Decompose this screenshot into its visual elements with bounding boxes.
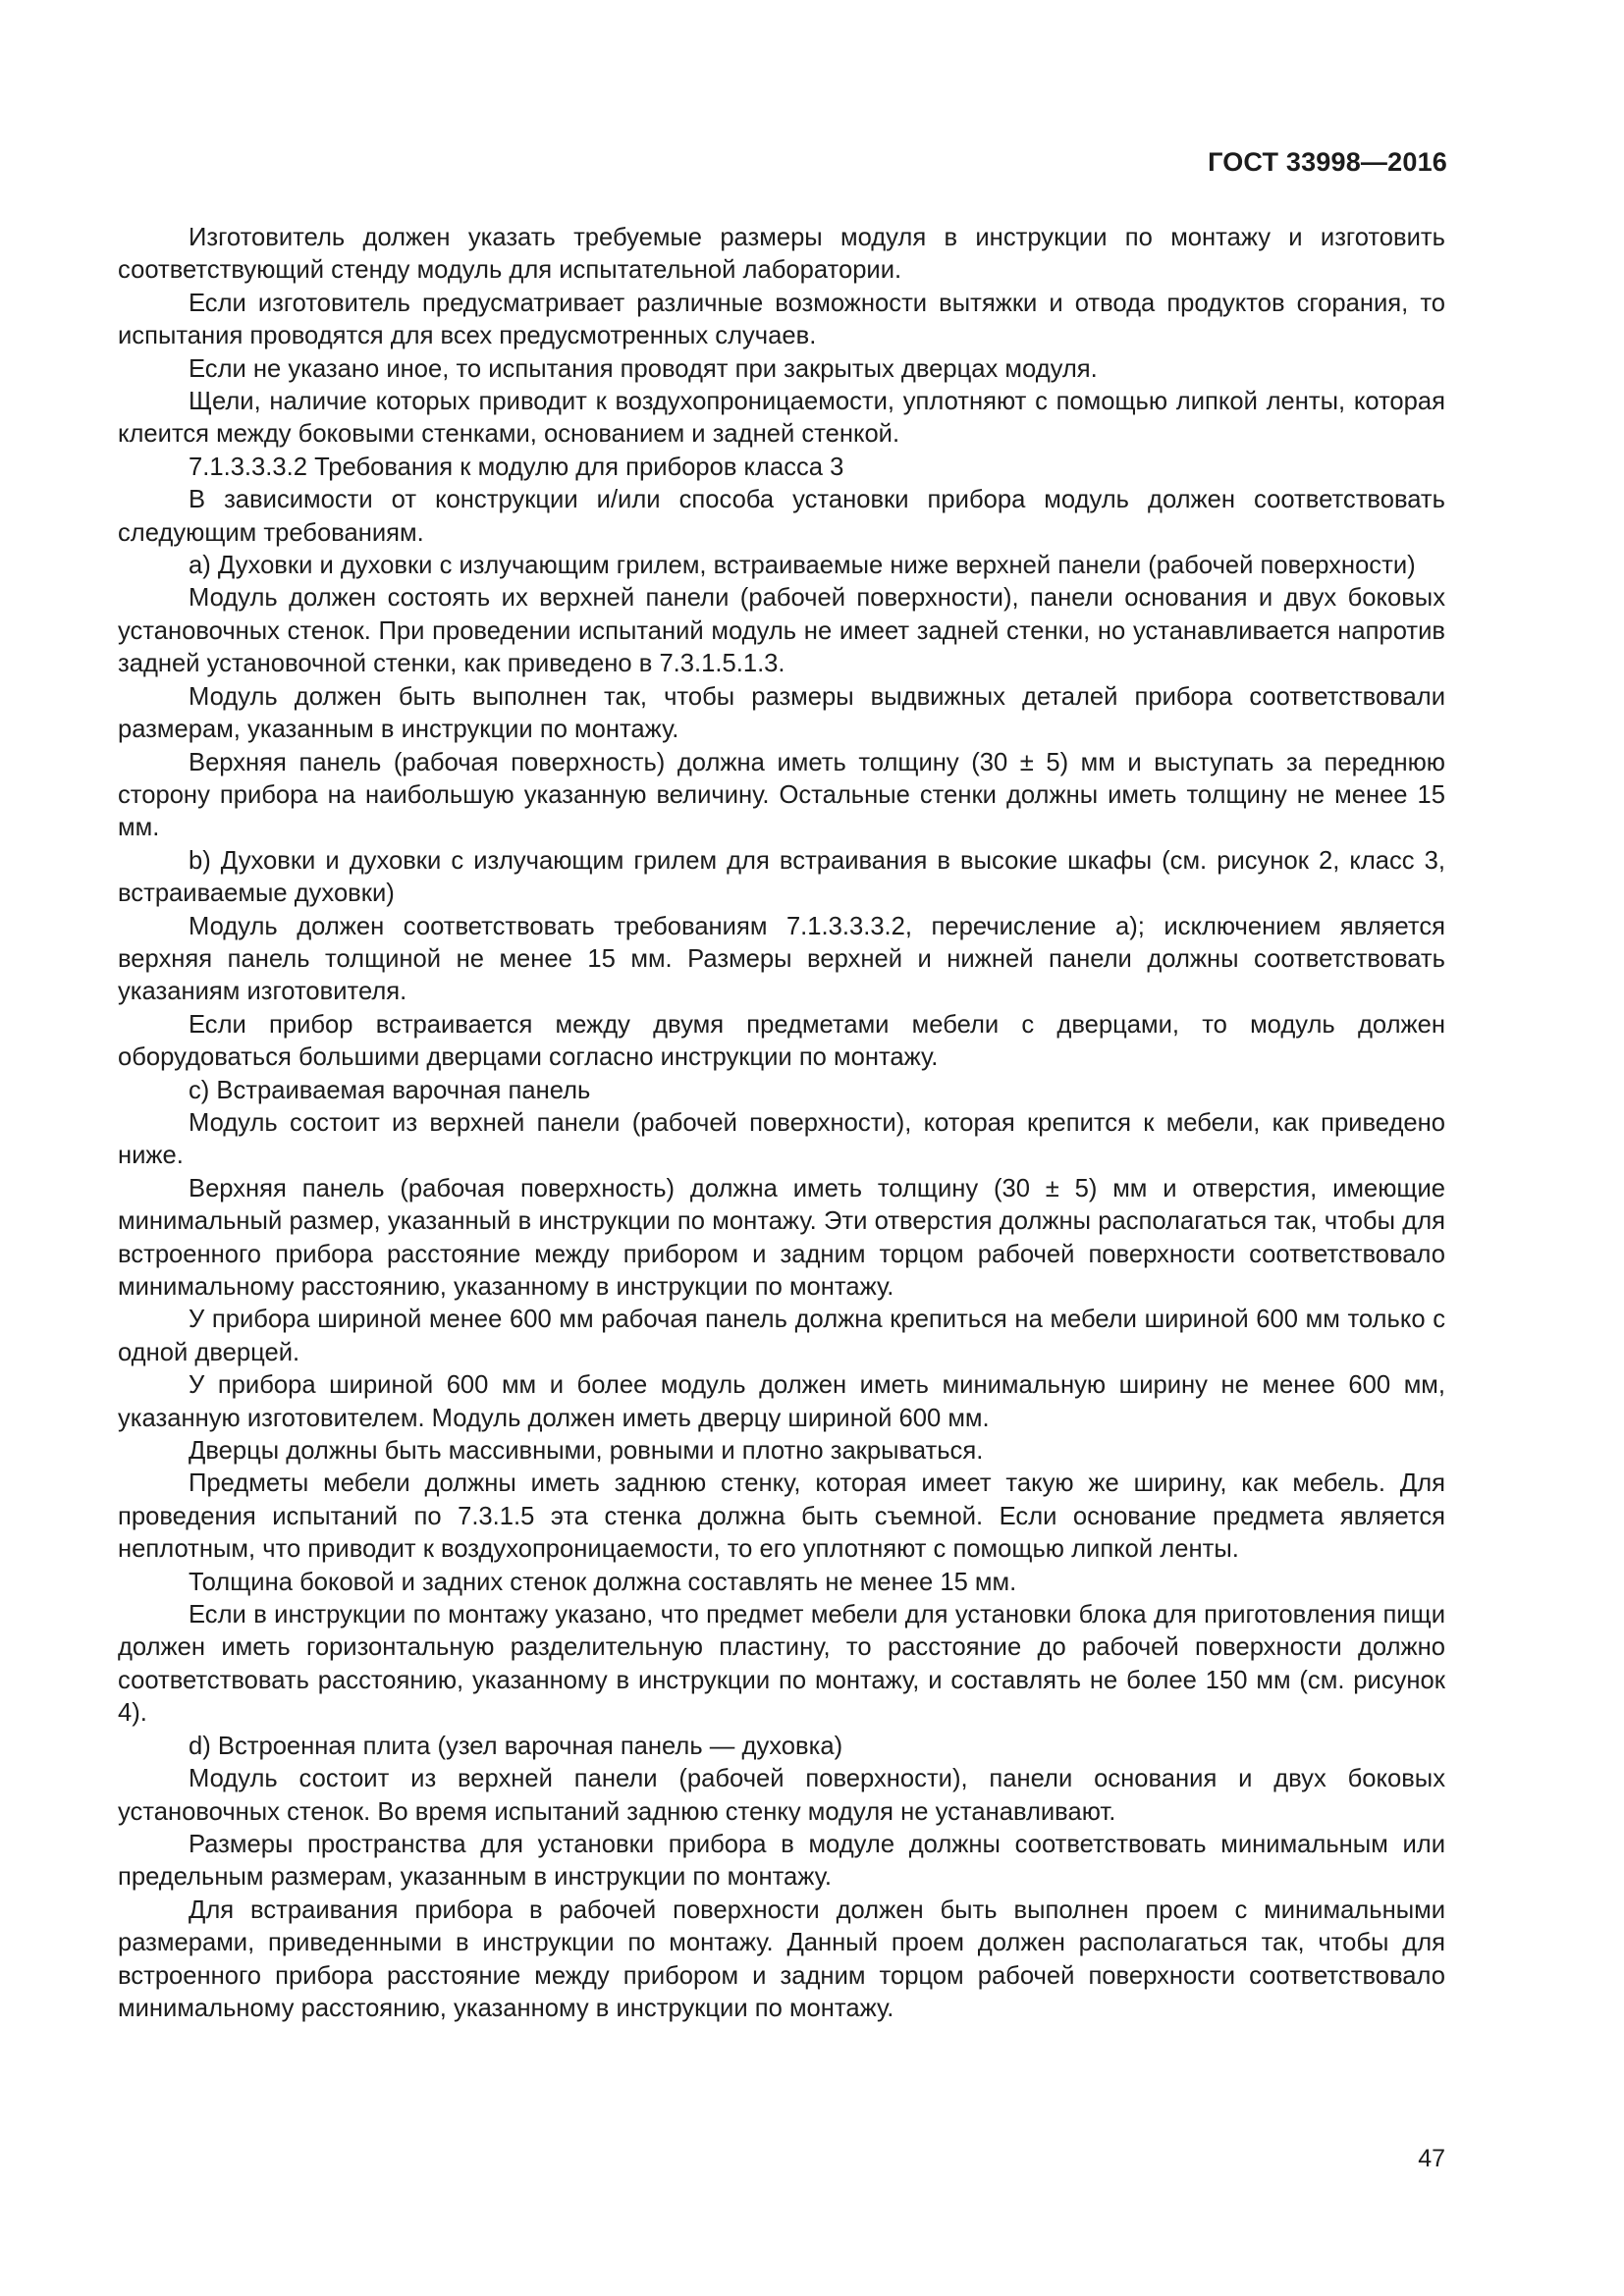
list-item-c: с) Встраиваемая варочная панель [189,1076,591,1104]
paragraph: Модуль состоит из верхней панели (рабочей поверхности), панели основания и двух боковых установочных стенок. Во время испытаний заднюю стенку модуля не устанавливают. [118,1765,1445,1826]
paragraph: Дверцы должны быть массивными, ровными и плотно закрываться. [189,1437,984,1466]
paragraph: Размеры пространства для установки прибора в модуле должны соответствовать минимальным или предельным размерам, указанным в инструкции по монтажу. [118,1830,1445,1892]
paragraph: Толщина боковой и задних стенок должна составлять не менее 15 мм. [189,1568,1017,1596]
list-item-a: а) Духовки и духовки с излучающим грилем, встраиваемые ниже верхней панели (рабочей поверхности) [189,552,1416,580]
paragraph: Предметы мебели должны иметь заднюю стенку, которая имеет такую же ширину, как мебель. Для проведения испытаний по 7.3.1.5 эта стенка должна быть съемной. Если основание предмета является неплотным, что приводит к воздухопроницаемости, то его уплотняют с помощью липкой ленты. [118,1469,1445,1564]
paragraph: Модуль должен быть выполнен так, чтобы размеры выдвижных деталей прибора соответствовали размерам, указанным в инструкции по монтажу. [118,682,1445,744]
section-heading: 7.1.3.3.3.2 Требования к модулю для приборов класса 3 [189,453,844,481]
paragraph: Если в инструкции по монтажу указано, что предмет мебели для установки блока для приготовления пищи должен иметь горизонтальную разделительную пластину, то расстояние до рабочей поверхности должно соответствовать расстоянию, указанному в инструкции по монтажу, и составлять не более 150 мм (см. рисунок 4). [118,1601,1445,1728]
paragraph: Если изготовитель предусматривает различные возможности вытяжки и отвода продуктов сгорания, то испытания проводятся для всех предусмотренных случаев. [118,289,1445,350]
paragraph: Модуль должен соответствовать требованиям 7.1.3.3.3.2, перечисление а); исключением является верхняя панель толщиной не менее 15 мм. Размеры верхней и нижней панели должны соответствовать указаниям изготовителя. [118,912,1445,1006]
paragraph: Если не указано иное, то испытания проводят при закрытых дверцах модуля. [189,354,1098,383]
paragraph: Щели, наличие которых приводит к воздухопроницаемости, уплотняют с помощью липкой ленты, которая клеится между боковыми стенками, основанием и задней стенкой. [118,388,1445,449]
paragraph: Верхняя панель (рабочая поверхность) должна иметь толщину (30 ± 5) мм и отверстия, имеющие минимальный размер, указанный в инструкции по монтажу. Эти отверстия должны располагаться так, чтобы для встроенного прибора расстояние между прибором и задним торцом рабочей поверхности соответствовало минимальному расстоянию, указанному в инструкции по монтажу. [118,1174,1445,1301]
paragraph: Для встраивания прибора в рабочей поверхности должен быть выполнен проем с минимальными размерами, приведенными в инструкции по монтажу. Данный проем должен располагаться так, чтобы для встроенного прибора расстояние между прибором и задним торцом рабочей поверхности соответствовало минимальному расстоянию, указанному в инструкции по монтажу. [118,1896,1445,2022]
paragraph: Верхняя панель (рабочая поверхность) должна иметь толщину (30 ± 5) мм и выступать за переднюю сторону прибора на наибольшую указанную величину. Остальные стенки должны иметь толщину не менее 15 мм. [118,748,1445,842]
list-item-d: d) Встроенная плита (узел варочная панель — духовка) [189,1732,843,1760]
paragraph: У прибора шириной менее 600 мм рабочая панель должна крепиться на мебели шириной 600 мм только с одной дверцей. [118,1306,1445,1366]
paragraph: Изготовитель должен указать требуемые размеры модуля в инструкции по монтажу и изготовить соответствующий стенду модуль для испытательной лаборатории. [118,224,1445,285]
paragraph: Если прибор встраивается между двумя предметами мебели с дверцами, то модуль должен оборудоваться большими дверцами согласно инструкции по монтажу. [118,1010,1445,1072]
list-item-b: b) Духовки и духовки с излучающим грилем для встраивания в высокие шкафы (см. рисунок 2, класс 3, встраиваемые духовки) [118,846,1445,908]
paragraph: У прибора шириной 600 мм и более модуль должен иметь минимальную ширину не менее 600 мм, указанную изготовителем. Модуль должен иметь дверцу шириной 600 мм. [118,1371,1445,1432]
paragraph: Модуль состоит из верхней панели (рабочей поверхности), которая крепится к мебели, как приведено ниже. [118,1108,1445,1170]
document-header: ГОСТ 33998—2016 [1208,147,1447,177]
paragraph: В зависимости от конструкции и/или способа установки прибора модуль должен соответствовать следующим требованиям. [118,486,1445,547]
page-number: 47 [1418,2145,1445,2172]
paragraph: Модуль должен состоять их верхней панели (рабочей поверхности), панели основания и двух боковых установочных стенок. При проведении испытаний модуль не имеет задней стенки, но устанавливается напротив задней установочной стенки, как приведено в 7.3.1.5.1.3. [118,584,1445,678]
document-body [118,222,1445,2025]
